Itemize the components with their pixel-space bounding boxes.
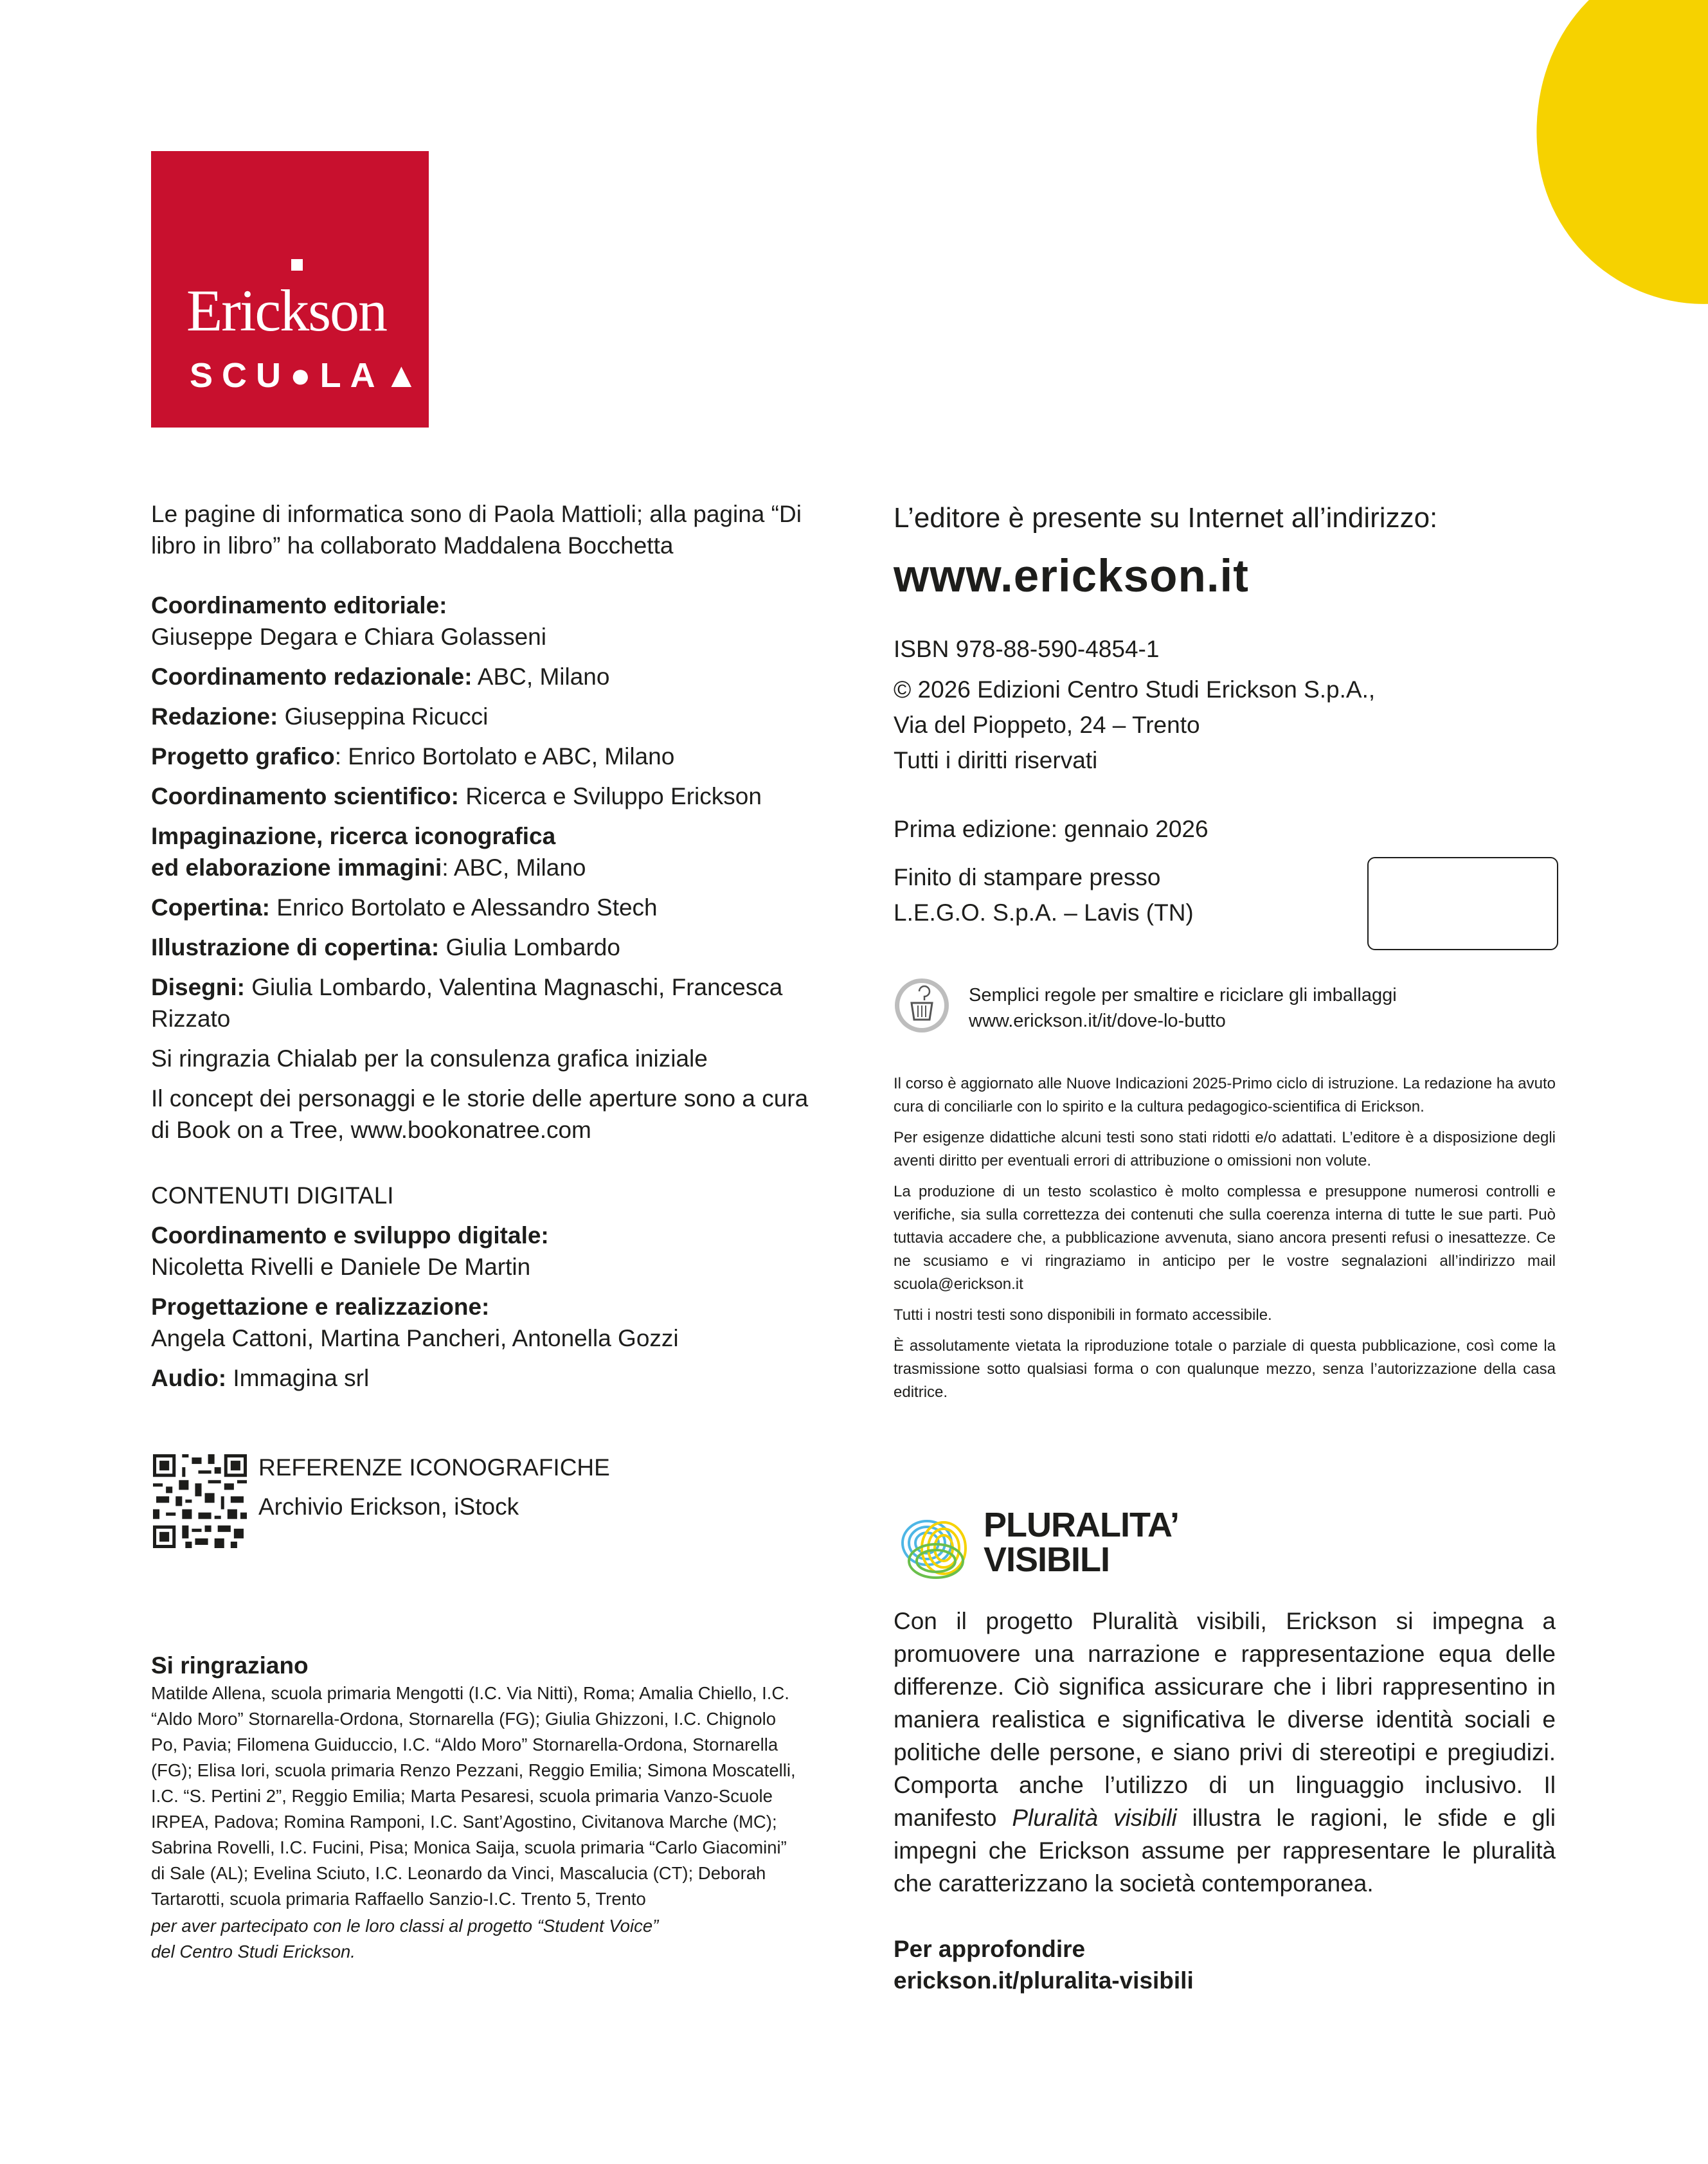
copyright: © 2026 Edizioni Centro Studi Erickson S.p.A., (894, 676, 1376, 703)
ringraziano-footer-1: per aver partecipato con le loro classi al progetto “Student Voice” (151, 1916, 659, 1936)
recycle-bin-icon (894, 977, 950, 1034)
digital-heading: CONTENUTI DIGITALI (151, 1182, 394, 1209)
note-item: Per esigenze didattiche alcuni testi sono stati ridotti e/o adattati. L’editore è a disposizione degli aventi diritto per eventuali errori di attribuzione o omissioni non volute. (894, 1129, 1556, 1169)
more-link[interactable]: erickson.it/pluralita-visibili (894, 1967, 1194, 1994)
internet-label: L’editore è presente su Internet all’indirizzo: (894, 502, 1438, 534)
credit-redazione: Redazione: Giuseppina Ricucci (151, 703, 489, 730)
ringraziano-body: Matilde Allena, scuola primaria Mengotti (I.C. Via Nitti), Roma; Amalia Chiello, I.C. “Aldo Moro” Stornarella-Ordona, Stornarella (FG); Giulia Ghizzoni, I.C. Chignolo Po, Pavia; Filomena Guiduccio, I.C. “Aldo Moro” Stornarella-Ordona, Stornarella (FG); Elisa Iori, scuola primaria Renzo Pezzani, Reggio Emilia; Simona Moscatelli, I.C. “S. Pertini 2”, Reggio Emilia; Marta Pesaresi, scuola primaria Vanzo-Scuole IRPEA, Padova; Romina Ramponi, I.C. Sant’Agostino, Civitanova Marche (MC); Sabrina Rovelli, I.C. Fucini, Pisa; Monica Saija, scuola primaria “Carlo Giacomini” di Sale (AL); Evelina Sciuto, I.C. Leonardo da Vinci, Mascalucia (CT); Deborah Tartarotti, scuola primaria Raffaello Sanzio-I.C. Trento 5, Trento (151, 1683, 796, 1909)
credit-chialab: Si ringrazia Chialab per la consulenza grafica iniziale (151, 1045, 708, 1072)
yellow-shape-decoration (1513, 0, 1708, 326)
erickson-scuola-logo (151, 151, 429, 428)
credit-illustrazione-copertina: Illustrazione di copertina: Giulia Lombardo (151, 934, 620, 960)
recycle-link[interactable]: www.erickson.it/it/dove-lo-butto (969, 1011, 1226, 1031)
printed-line-2: L.E.G.O. S.p.A. – Lavis (TN) (894, 899, 1194, 926)
credit-coord-scientifico: Coordinamento scientifico: Ricerca e Sviluppo Erickson (151, 783, 762, 809)
legal-notes (894, 1072, 1556, 1412)
isbn: ISBN 978-88-590-4854-1 (894, 636, 1160, 662)
credit-concept: Il concept dei personaggi e le storie delle aperture sono a cura di Book on a Tree, www.bookonatree.com (151, 1085, 809, 1143)
more-label: Per approfondire (894, 1936, 1086, 1962)
pluralita-paragraph: Con il progetto Pluralità visibili, Erickson si impegna a promuovere una narrazione e rappresentazione equa delle differenze. Ciò significa assicurare che i libri rappresentino in maniera realistica e significativa le diverse identità sociali e politiche delle persone, e siano privi di stereotipi e pregiudizi. Comporta anche l’utilizzo di un linguaggio inclusivo. Il manifesto Pluralità visibili illustra le ragioni, le sfide e gli impegni che Erickson assume per rappresentare le pluralità che caratterizzano la società contemporanea. (894, 1608, 1556, 1897)
pluralita-logo-text: PLURALITA’ VISIBILI (984, 1506, 1179, 1579)
fingerprint-icon (894, 1503, 977, 1587)
ringraziano-block (151, 1651, 800, 1965)
digital-coord: Coordinamento e sviluppo digitale: Nicoletta Rivelli e Daniele De Martin (151, 1222, 549, 1280)
credit-impaginazione: Impaginazione, ricerca iconografica ed elaborazione immagini: ABC, Milano (151, 823, 586, 881)
logo-sub: SCU●LA▲ (190, 356, 428, 395)
credit-copertina: Copertina: Enrico Bortolato e Alessandro Stech (151, 894, 658, 921)
publisher-url[interactable]: www.erickson.it (894, 551, 1249, 602)
logo-brand: Erickson (186, 278, 387, 343)
ringraziano-title: Si ringraziano (151, 1652, 309, 1679)
note-item: È assolutamente vietata la riproduzione totale o parziale di questa pubblicazione, così come la trasmissione sotto qualsiasi forma o con qualunque mezzo, senza l’autorizzazione della casa editrice. (894, 1337, 1556, 1401)
edition: Prima edizione: gennaio 2026 (894, 816, 1209, 842)
address: Via del Pioppeto, 24 – Trento (894, 712, 1200, 738)
credit-coord-redazionale: Coordinamento redazionale: ABC, Milano (151, 663, 610, 690)
digital-progettazione: Progettazione e realizzazione: Angela Cattoni, Martina Pancheri, Antonella Gozzi (151, 1294, 679, 1351)
note-item: La produzione di un testo scolastico è molto complessa e presuppone numerosi controlli e verifiche, sia sulla correttezza dei contenuti che sulla coerenza interna di tutte le sue parti. Può tuttavia accadere che, a pubblicazione avvenuta, siano ancora presenti refusi o inesattezze. Ce ne scusiamo e vi ringraziamo in anticipo per le vostre segnalazioni all’indirizzo mail scuola@erickson.it (894, 1183, 1556, 1293)
print-code-box (1367, 857, 1558, 950)
qr-code-icon[interactable] (153, 1454, 247, 1548)
note-item: Il corso è aggiornato alle Nuove Indicazioni 2025-Primo ciclo di istruzione. La redazione ha avuto cura di conciliarle con lo spirito e la cultura pedagogico-scientifica di Erickson. (894, 1075, 1556, 1115)
pluralita-block (894, 1605, 1556, 1996)
credit-progetto-grafico: Progetto grafico: Enrico Bortolato e ABC, Milano (151, 743, 675, 770)
referenze-title: REFERENZE ICONOGRAFICHE (258, 1454, 610, 1481)
credit-disegni: Disegni: Giulia Lombardo, Valentina Magnaschi, Francesca Rizzato (151, 974, 783, 1032)
credits-intro: Le pagine di informatica sono di Paola Mattioli; alla pagina “Di libro in libro” ha collaborato Maddalena Bocchetta (151, 501, 802, 559)
printed-line-1: Finito di stampare presso (894, 864, 1161, 890)
ringraziano-footer-2: del Centro Studi Erickson. (151, 1942, 355, 1961)
digital-audio: Audio: Immagina srl (151, 1365, 370, 1391)
recycle-text (969, 982, 1547, 1034)
logo-dot (291, 259, 303, 271)
credits-block (151, 498, 820, 1402)
rights: Tutti i diritti riservati (894, 747, 1098, 773)
credit-coord-editoriale: Coordinamento editoriale: Giuseppe Degara e Chiara Golasseni (151, 592, 546, 650)
recycle-line-1: Semplici regole per smaltire e riciclare gli imballaggi (969, 985, 1397, 1005)
note-item: Tutti i nostri testi sono disponibili in formato accessibile. (894, 1306, 1272, 1324)
referenze-value: Archivio Erickson, iStock (258, 1493, 519, 1520)
referenze-block (258, 1452, 708, 1522)
